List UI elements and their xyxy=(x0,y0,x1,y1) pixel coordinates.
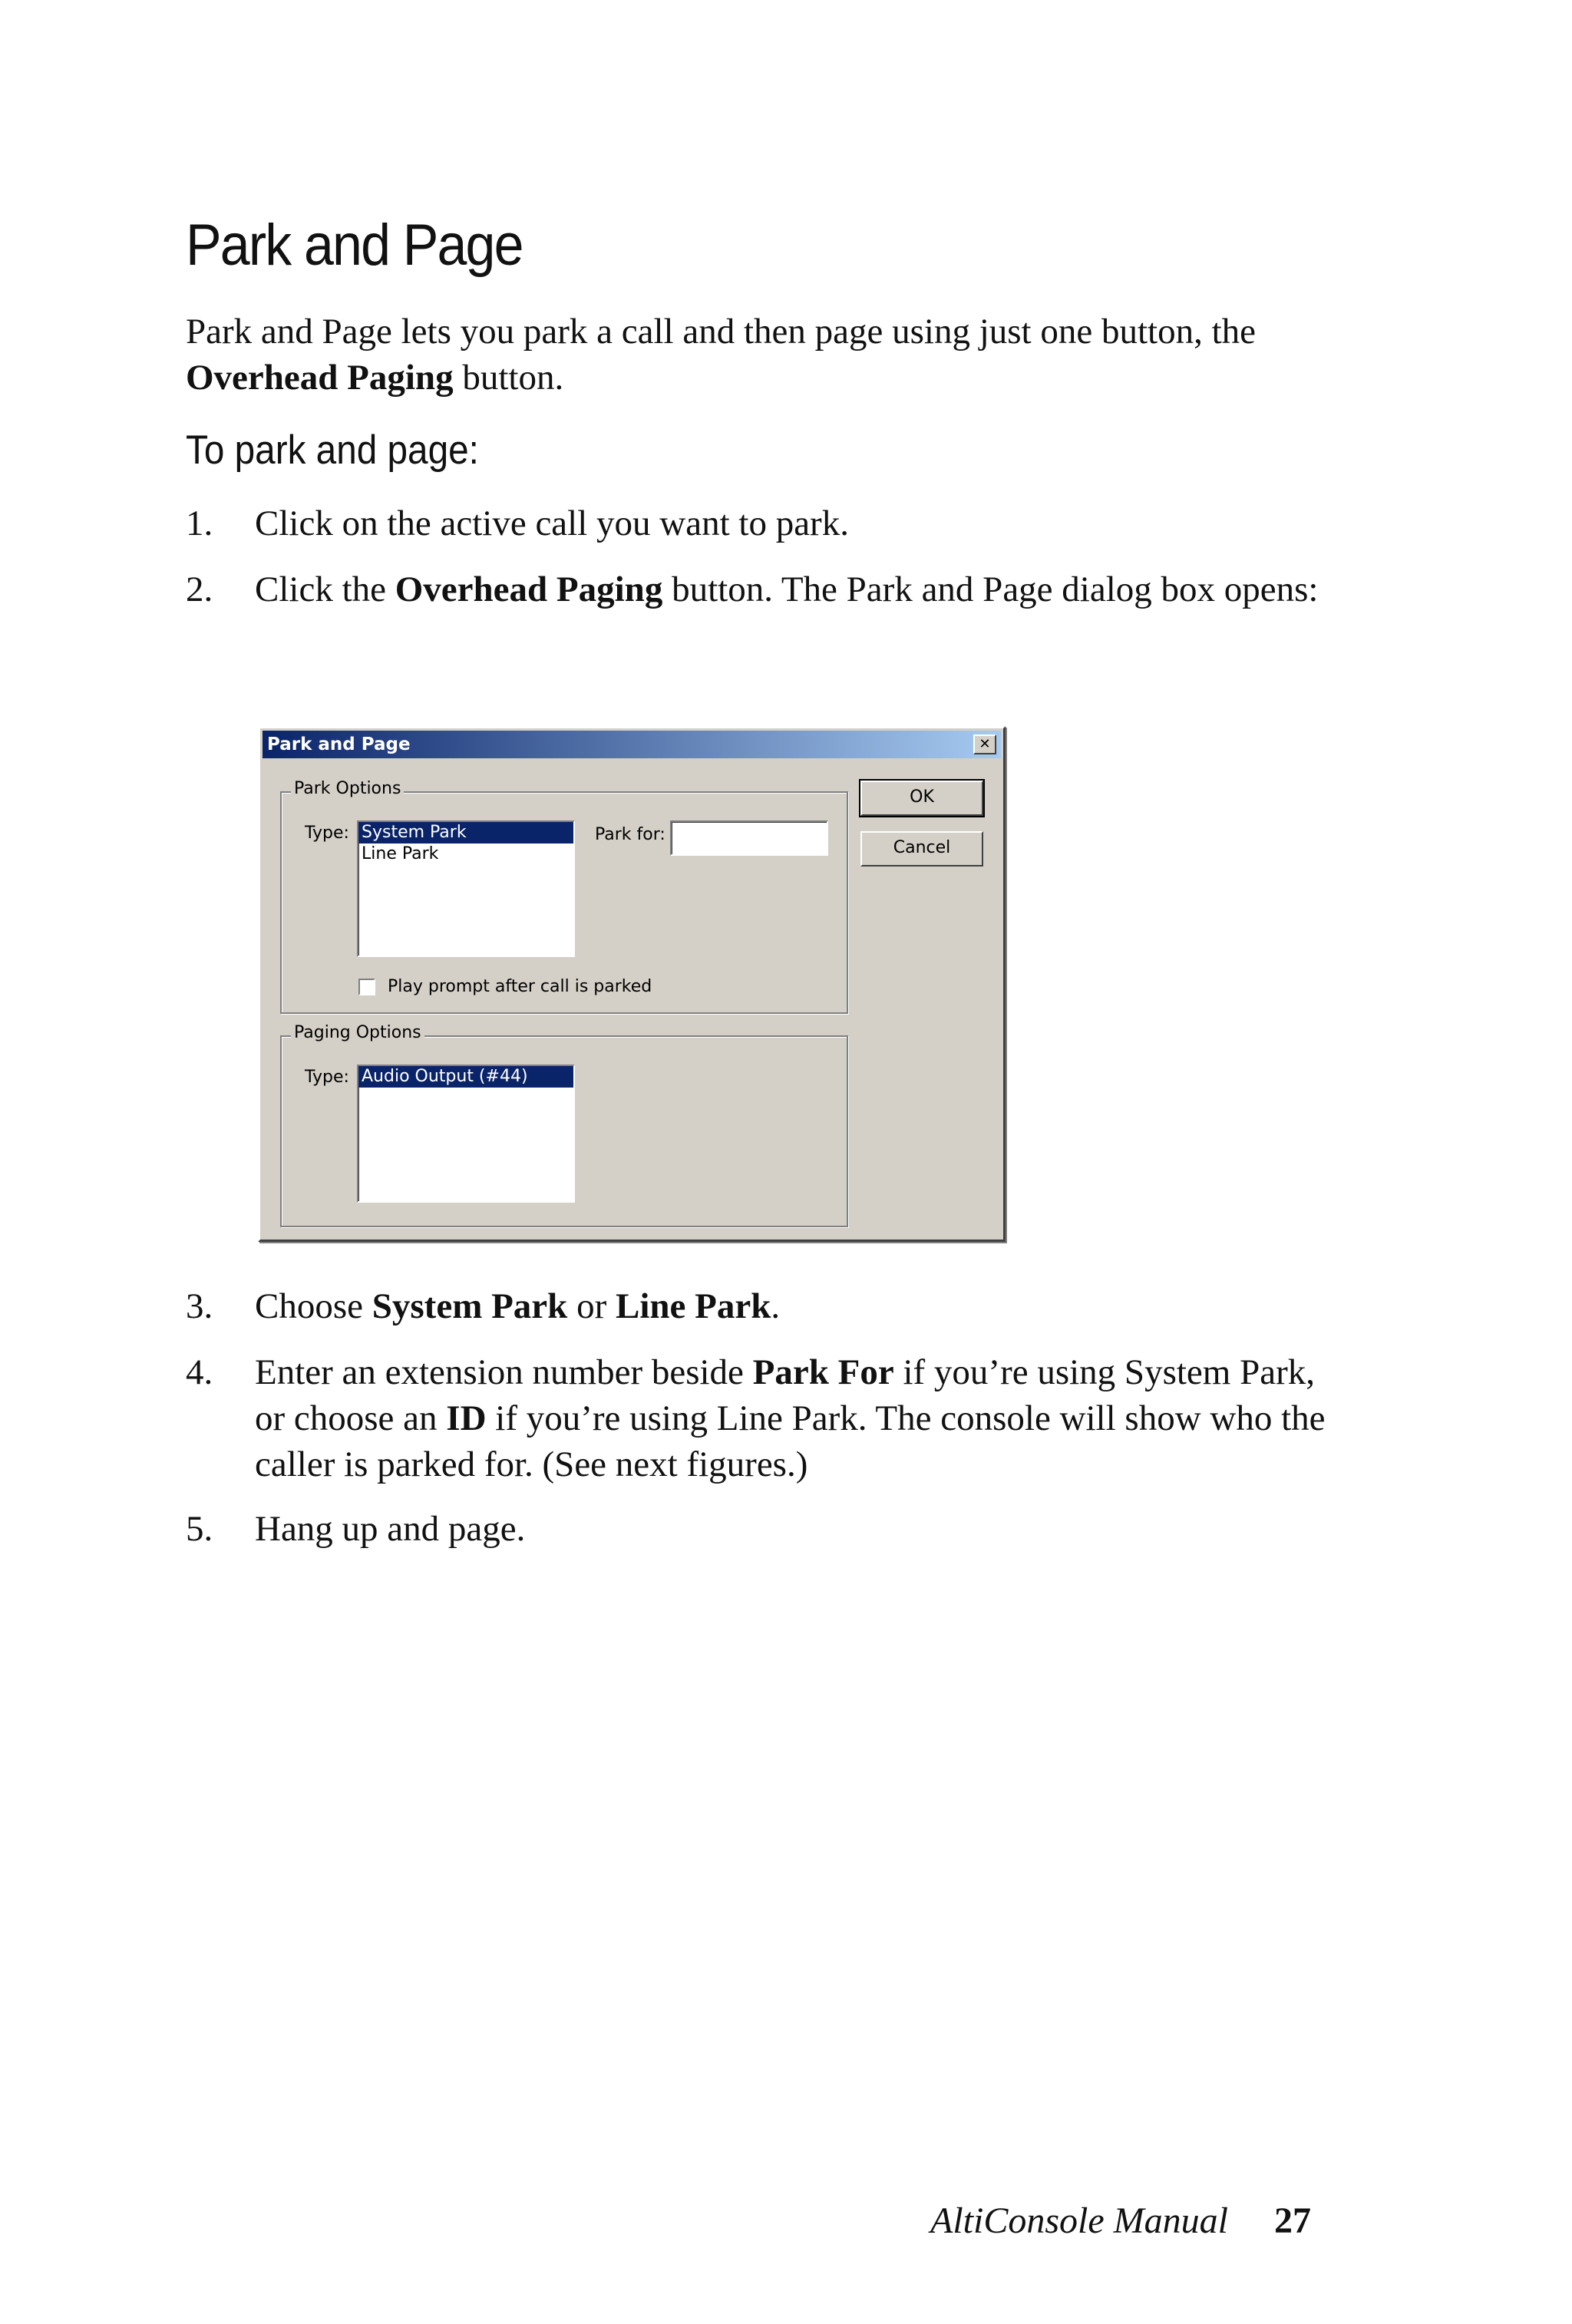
list-item-audio-output[interactable]: Audio Output (#44) xyxy=(358,1066,573,1088)
step-text-part: . xyxy=(771,1286,781,1326)
step-bold: Overhead Paging xyxy=(395,569,663,609)
step-text-part: if you’re using System Park, or choose an xyxy=(255,1352,1315,1438)
step-number: 5. xyxy=(186,1509,213,1549)
paging-type-listbox[interactable] xyxy=(357,1065,575,1203)
footer-manual-title: AltiConsole Manual xyxy=(930,2200,1228,2241)
step-text-part: Enter an extension number beside xyxy=(255,1352,753,1392)
intro-text-1: Park and Page lets you park a call and then page using just one button, the xyxy=(186,312,1257,352)
step-text xyxy=(255,1283,1345,1329)
dialog-title: Park and Page xyxy=(267,735,411,754)
intro-text-2: button. xyxy=(453,358,564,398)
step-number: 3. xyxy=(186,1286,213,1326)
page-number: 27 xyxy=(1274,2200,1311,2241)
play-prompt-checkbox[interactable] xyxy=(358,979,375,995)
step-bold: System Park xyxy=(372,1286,568,1326)
step-text-part: button. The Park and Page dialog box opens: xyxy=(662,569,1319,609)
list-item-system-park[interactable]: System Park xyxy=(358,822,573,843)
close-icon[interactable]: ✕ xyxy=(973,735,996,754)
list-item-line-park[interactable]: Line Park xyxy=(362,844,439,863)
paging-type-label: Type: xyxy=(305,1068,349,1087)
park-and-page-dialog xyxy=(258,726,1006,1242)
step-number: 4. xyxy=(186,1352,213,1392)
intro-bold: Overhead Paging xyxy=(186,358,454,398)
page-title: Park and Page xyxy=(186,213,523,278)
step-text-part: if you’re using Line Park. The console will show who the caller is parked for. (See next figures.) xyxy=(255,1398,1326,1484)
step-text xyxy=(255,1349,1345,1487)
step-text xyxy=(255,566,1345,612)
play-prompt-label: Play prompt after call is parked xyxy=(388,977,652,996)
park-for-label: Park for: xyxy=(595,825,665,844)
step-number: 2. xyxy=(186,569,213,609)
procedure-heading: To park and page: xyxy=(186,427,479,473)
paging-options-group xyxy=(280,1023,848,1227)
step-text-part: Click on the active call you want to park. xyxy=(255,503,849,543)
step-number: 1. xyxy=(186,503,213,543)
step-text xyxy=(255,1506,1345,1552)
dialog-titlebar xyxy=(263,731,1001,758)
step-bold: Park For xyxy=(752,1352,894,1392)
intro-paragraph xyxy=(186,309,1337,401)
park-type-label: Type: xyxy=(305,824,349,843)
step-text-part: or xyxy=(567,1286,616,1326)
ok-button[interactable]: OK xyxy=(860,781,983,816)
paging-options-legend: Paging Options xyxy=(291,1023,424,1042)
step-text-part: Hang up and page. xyxy=(255,1509,526,1549)
park-options-legend: Park Options xyxy=(291,779,404,798)
park-for-input[interactable] xyxy=(670,820,828,856)
park-type-listbox[interactable] xyxy=(357,820,575,957)
step-bold: Line Park xyxy=(615,1286,771,1326)
park-options-group xyxy=(280,779,848,1014)
step-text-part: Choose xyxy=(255,1286,372,1326)
step-text-part: Click the xyxy=(255,569,395,609)
step-text xyxy=(255,500,1345,546)
cancel-button[interactable]: Cancel xyxy=(860,831,983,867)
step-bold: ID xyxy=(446,1398,487,1438)
